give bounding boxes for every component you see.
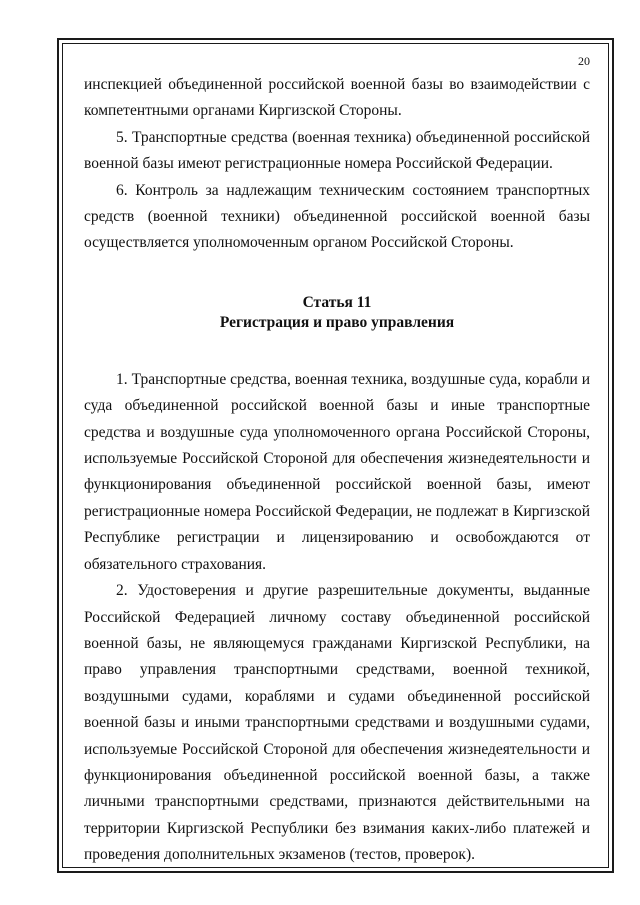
paragraph-article-item-1: 1. Транспортные средства, военная техника, воздушные суда, корабли и суда объединенной российской военной базы и иные транспортные средства и воздушные суда уполномоченного органа Российской Стороны, используемые Российской Стороной для обеспечения жизнедеятельности и функционирования объединенной российской военной базы, имеют регистрационные номера Российской Федерации, не подлежат в Киргизской Республике регистрации и лицензированию и освобождаются от обязательного страхования. [84, 370, 590, 573]
paragraph-continuation: инспекцией объединенной российской военной базы во взаимодействии с компетентными органами Киргизской Стороны. [84, 76, 590, 120]
paragraph-article-item-2: 2. Удостоверения и другие разрешительные документы, выданные Российской Федерацией личному составу объединенной российской военной базы, не являющемуся гражданами Киргизской Республики, на право управления транспортными средствами, военной техникой, воздушными судами, кораблями и судами объединенной российской военной базы и иными транспортными средствами и воздушными судами, используемые Российской Стороной для обеспечения жизнедеятельности и функционирования объединенной российской военной базы, а также личными транспортными средствами, признаются действительными на территории Киргизской Республики без взимания каких-либо платежей и проведения дополнительных экзаменов (тестов, проверок). [84, 582, 590, 864]
document-body [84, 72, 590, 869]
page-number: 20 [578, 54, 590, 68]
paragraph-item-6: 6. Контроль за надлежащим техническим состоянием транспортных средств (военной техники) объединенной российской военной базы осуществляется уполномоченным органом Российской Стороны. [84, 181, 590, 252]
article-number: Статья 11 [302, 293, 372, 311]
article-heading [84, 293, 590, 333]
paragraph-item-5: 5. Транспортные средства (военная техника) объединенной российской военной базы имеют регистрационные номера Российской Федерации. [84, 128, 590, 173]
article-title: Регистрация и право управления [219, 313, 455, 331]
